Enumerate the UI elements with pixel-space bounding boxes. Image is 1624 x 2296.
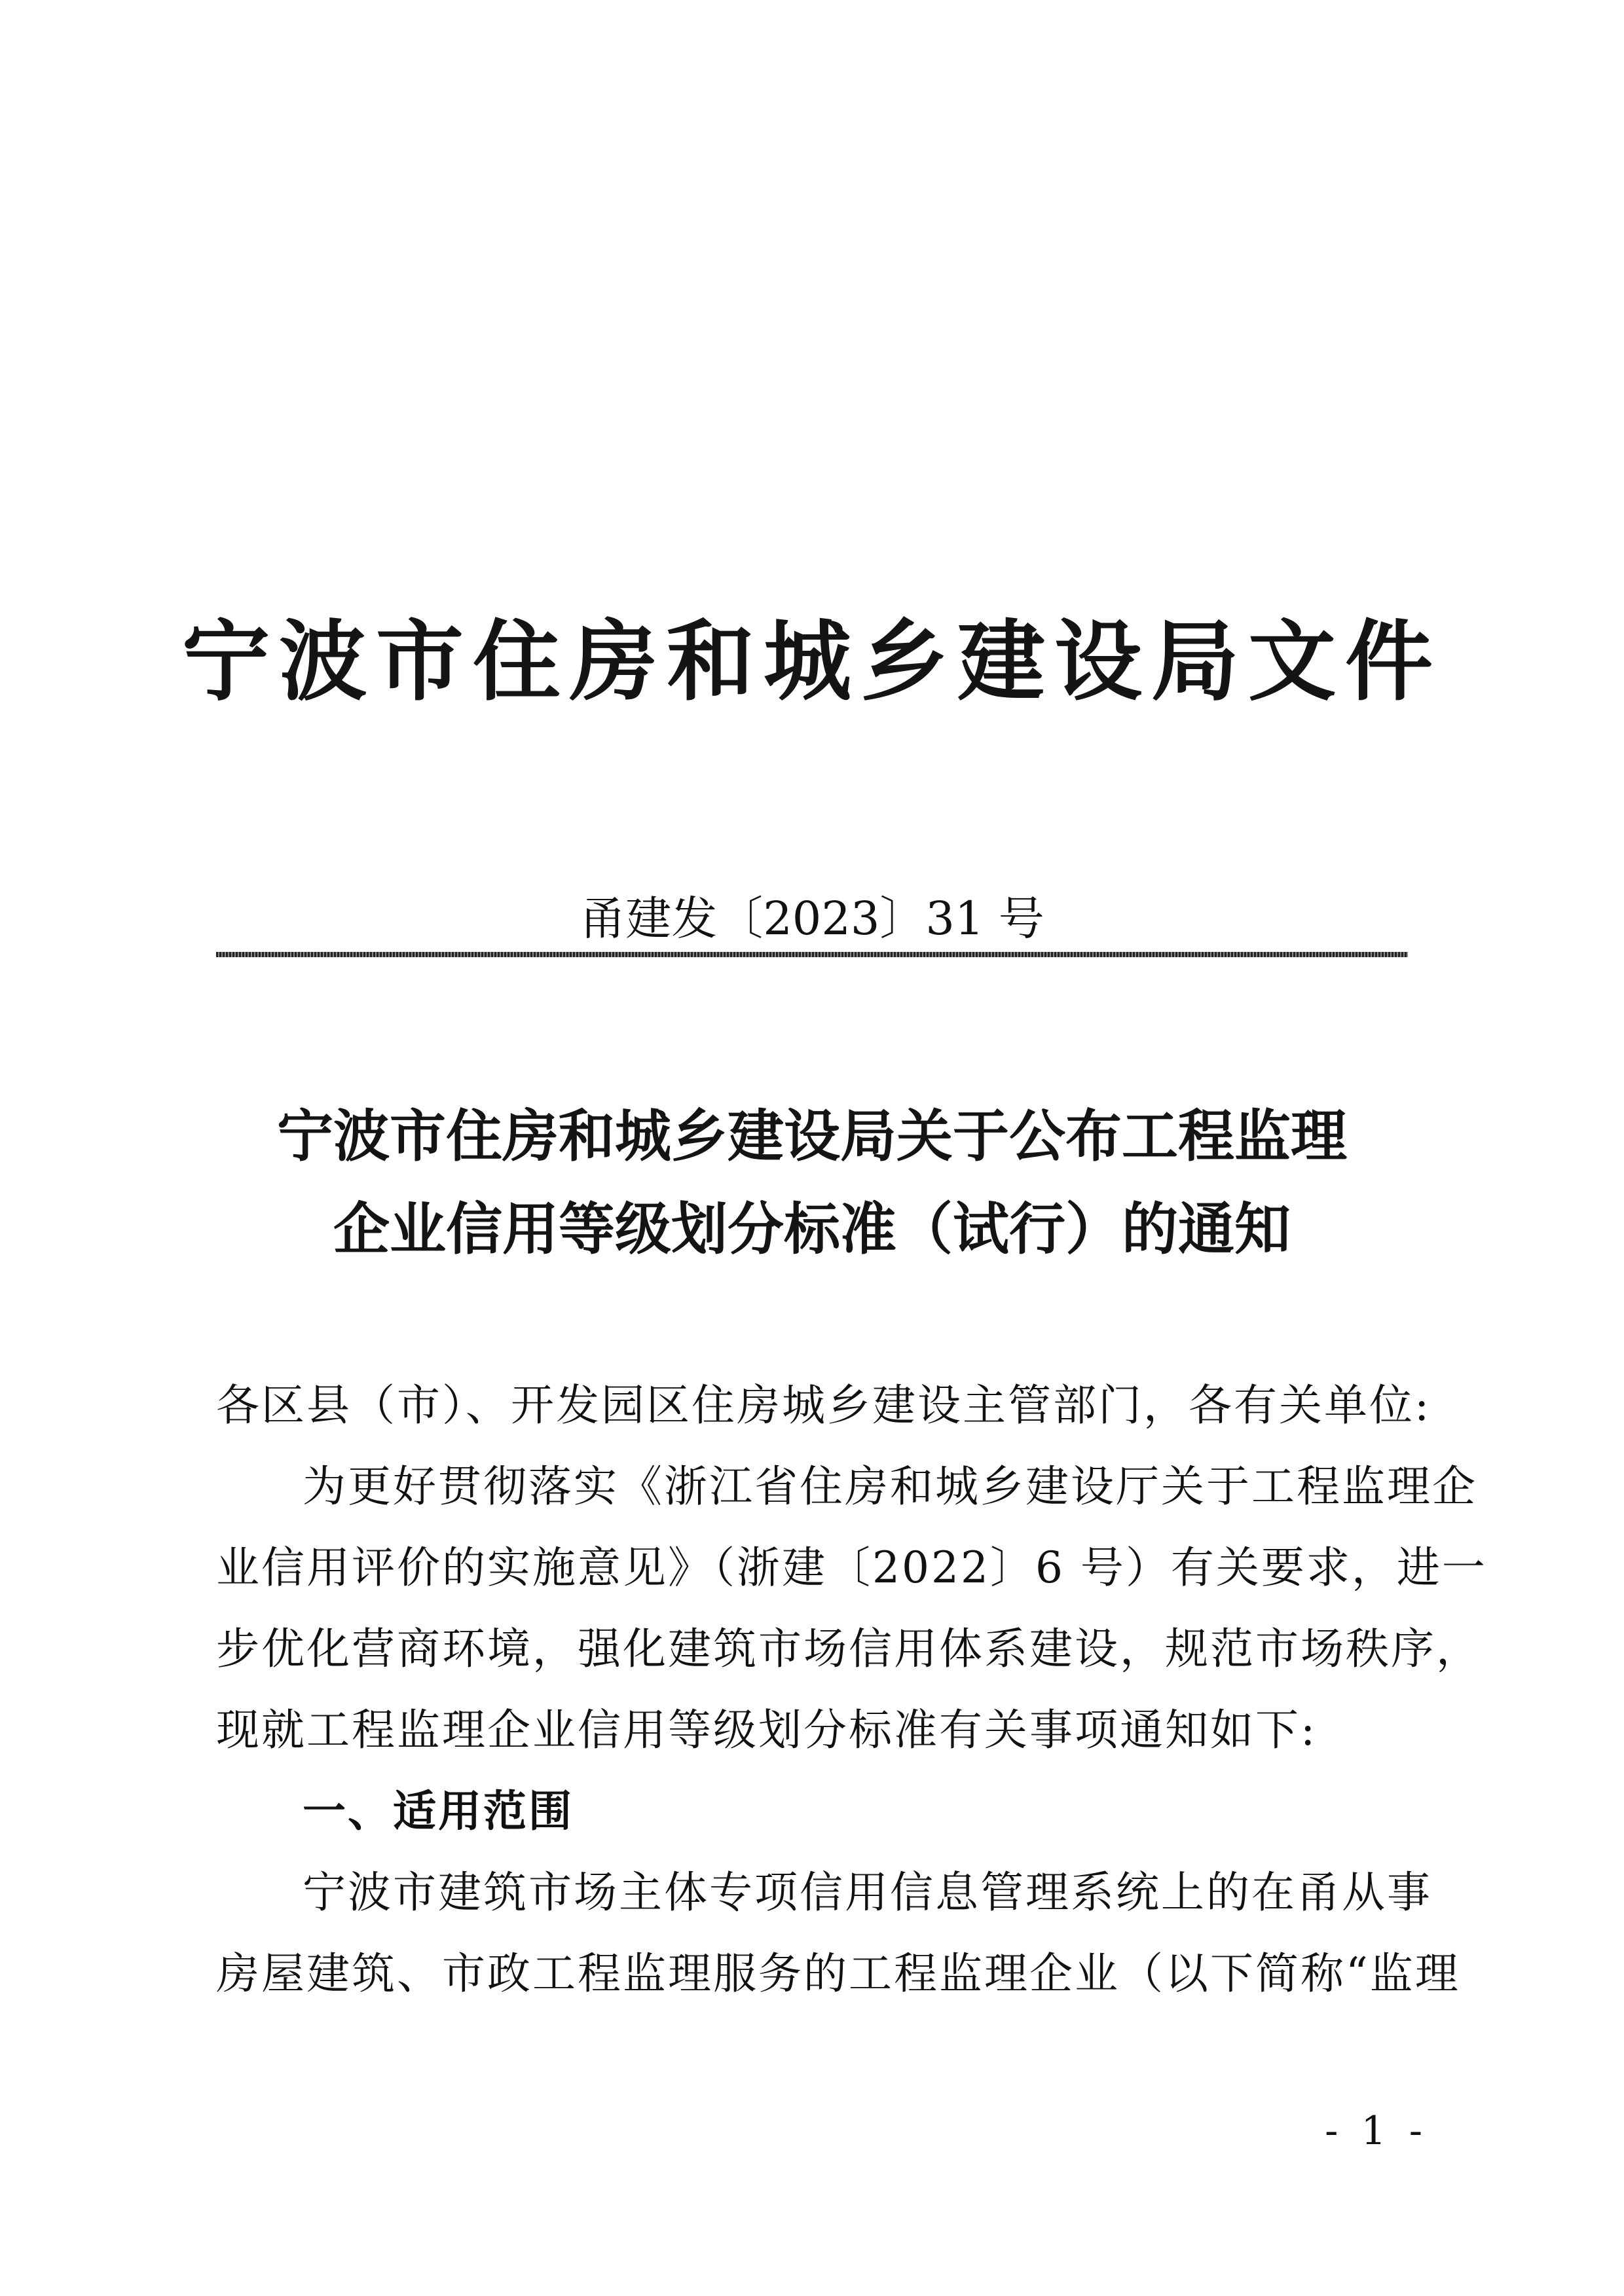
paragraph-line: 宁波市建筑市场主体专项信用信息管理系统上的在甬从事 xyxy=(303,1867,1432,1918)
section-heading: 一、适用范围 xyxy=(303,1786,574,1836)
separator-rule xyxy=(216,952,1408,957)
paragraph-line: 业信用评价的实施意见》（浙建〔2022〕6 号）有关要求，进一 xyxy=(216,1542,1487,1593)
notice-title xyxy=(196,1090,1428,1276)
title-line: 企业信用等级划分标准（试行）的通知 xyxy=(333,1197,1291,1262)
paragraph-line: 为更好贯彻落实《浙江省住房和城乡建设厅关于工程监理企 xyxy=(303,1461,1477,1512)
page-number: - 1 - xyxy=(1325,2108,1428,2154)
title-line: 宁波市住房和城乡建设局关于公布工程监理 xyxy=(277,1104,1347,1169)
paragraph-line: 房屋建筑、市政工程监理服务的工程监理企业（以下简称“监理 xyxy=(216,1948,1460,1999)
document-number: 甬建发〔2023〕31 号 xyxy=(580,892,1044,945)
body-text xyxy=(216,1365,1487,2014)
paragraph-line: 步优化营商环境，强化建筑市场信用体系建设，规范市场秩序， xyxy=(216,1624,1481,1674)
salutation: 各区县（市）、开发园区住房城乡建设主管部门，各有关单位: xyxy=(216,1380,1431,1430)
paragraph-line: 现就工程监理企业信用等级划分标准有关事项通知如下: xyxy=(216,1705,1318,1755)
masthead-title: 宁波市住房和城乡建设局文件 xyxy=(181,610,1442,713)
